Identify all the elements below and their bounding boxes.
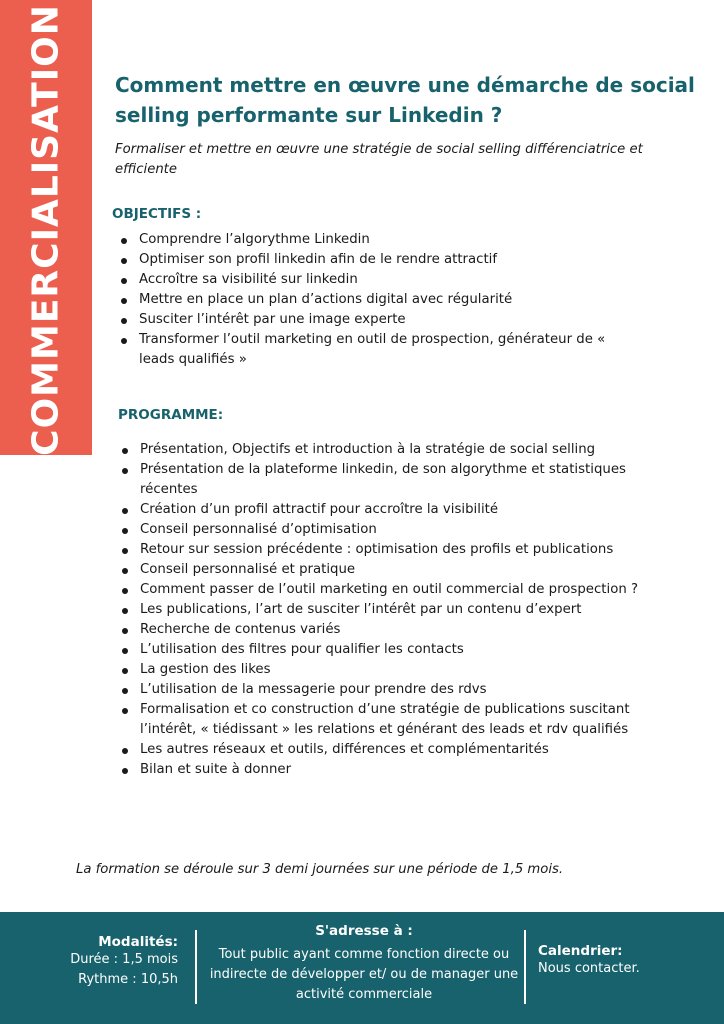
footer-divider [195, 930, 197, 1004]
list-item: Mettre en place un plan d’actions digital avec régularité [117, 290, 637, 310]
list-item: La gestion des likes [118, 660, 663, 680]
list-item: Formalisation et co construction d’une stratégie de publications suscitant l’intérêt, « tiédissant » les relations et générant des leads et rdv qualifiés [118, 700, 663, 740]
list-item: Les autres réseaux et outils, différences et complémentarités [118, 740, 663, 760]
page-subtitle: Formaliser et mettre en œuvre une stratégie de social selling différenciatrice et efficiente [115, 142, 643, 177]
list-item: Optimiser son profil linkedin afin de le rendre attractif [117, 250, 637, 270]
list-item: L’utilisation des filtres pour qualifier les contacts [118, 640, 663, 660]
list-item: Comment passer de l’outil marketing en outil commercial de prospection ? [118, 580, 663, 600]
list-item: Conseil personnalisé et pratique [118, 560, 663, 580]
list-item: Présentation, Objectifs et introduction à la stratégie de social selling [118, 440, 663, 460]
modalites-block [70, 934, 178, 990]
list-item: Comprendre l’algorythme Linkedin [117, 230, 637, 250]
programme-list [118, 440, 663, 780]
modalites-duree: Durée : 1,5 mois [70, 952, 178, 967]
audience-block [205, 923, 523, 1005]
objectifs-heading: OBJECTIFS : [112, 206, 202, 222]
list-item: Recherche de contenus variés [118, 620, 663, 640]
footer-info-bar [0, 912, 724, 1024]
page-title: Comment mettre en œuvre une démarche de social selling performante sur Linkedin ? [115, 73, 695, 127]
objectifs-list [117, 230, 637, 370]
footer-divider [524, 930, 526, 1004]
modalites-heading: Modalités: [98, 934, 178, 950]
list-item: Création d’un profil attractif pour accroître la visibilité [118, 500, 663, 520]
audience-text: Tout public ayant comme fonction directe ou indirecte de développer et/ ou de manager une activité commerciale [209, 947, 519, 1002]
duration-note: La formation se déroule sur 3 demi journées sur une période de 1,5 mois. [76, 862, 564, 877]
list-item: Accroître sa visibilité sur linkedin [117, 270, 637, 290]
programme-heading: PROGRAMME: [118, 407, 224, 423]
calendrier-text: Nous contacter. [538, 961, 640, 976]
list-item: Susciter l’intérêt par une image experte [117, 310, 637, 330]
list-item: Transformer l’outil marketing en outil de prospection, générateur de « leads qualifiés » [117, 330, 637, 370]
calendrier-heading: Calendrier: [538, 943, 623, 959]
audience-heading: S'adresse à : [315, 923, 413, 939]
calendrier-block [538, 943, 640, 979]
list-item: L’utilisation de la messagerie pour prendre des rdvs [118, 680, 663, 700]
category-label: COMMERCIALISATION [25, 4, 67, 456]
list-item: Les publications, l’art de susciter l’intérêt par un contenu d’expert [118, 600, 663, 620]
list-item: Retour sur session précédente : optimisation des profils et publications [118, 540, 663, 560]
list-item: Présentation de la plateforme linkedin, de son algorythme et statistiques récentes [118, 460, 663, 500]
modalites-rythme: Rythme : 10,5h [78, 972, 178, 987]
list-item: Bilan et suite à donner [118, 760, 663, 780]
side-band [0, 0, 92, 455]
list-item: Conseil personnalisé d’optimisation [118, 520, 663, 540]
